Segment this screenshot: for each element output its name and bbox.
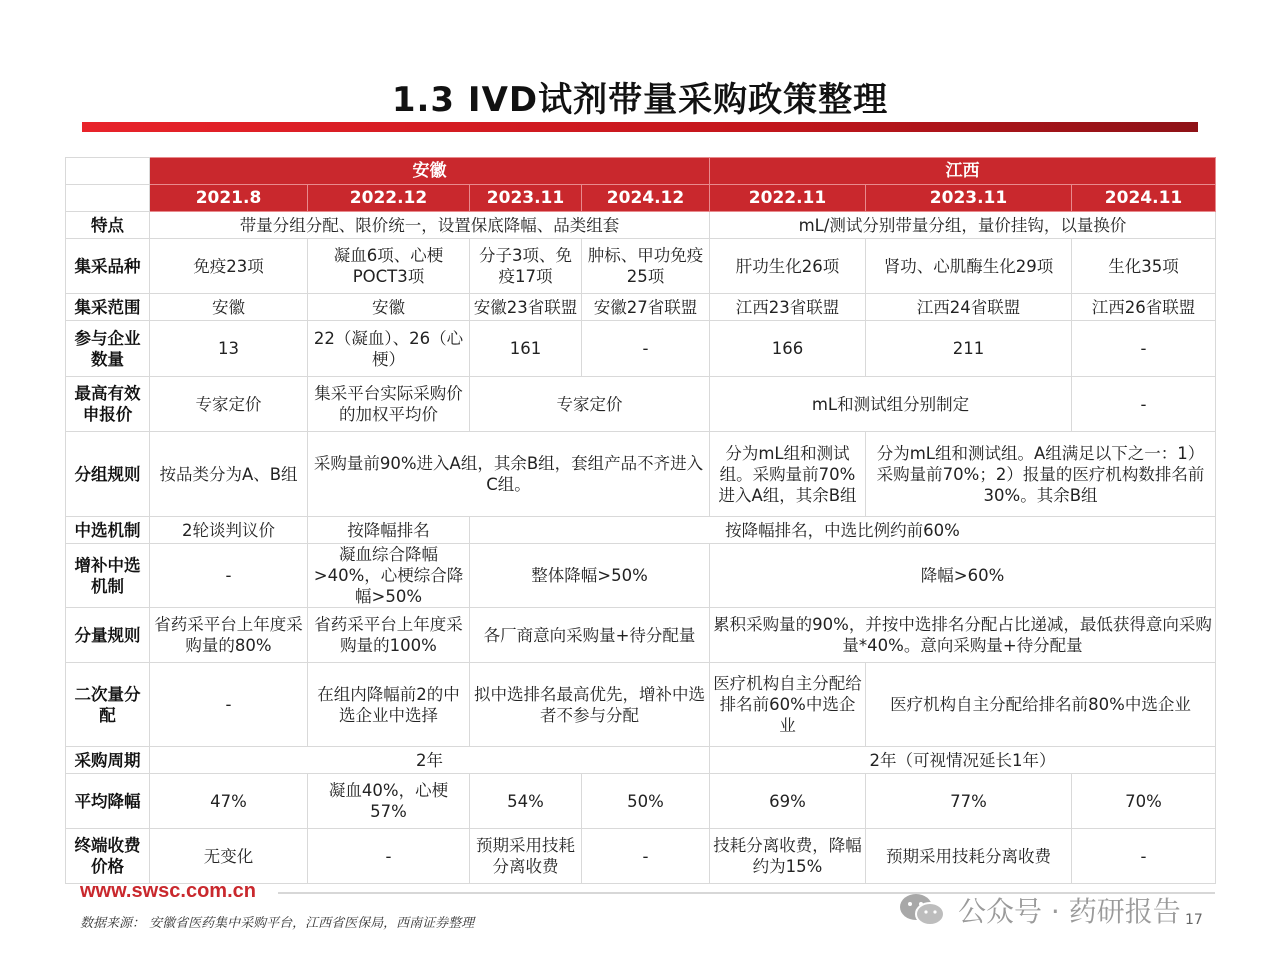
table-cell: 江西23省联盟	[710, 294, 866, 321]
table-cell: 54%	[470, 774, 582, 829]
table-cell: 211	[866, 321, 1072, 377]
table-cell: 47%	[150, 774, 308, 829]
table-cell: -	[1072, 829, 1216, 884]
title-underline-bar	[82, 122, 1198, 132]
header-date: 2023.11	[470, 185, 582, 212]
table-cell: 肾功、心肌酶生化29项	[866, 239, 1072, 294]
header-anhui: 安徽	[150, 158, 710, 185]
header-date: 2023.11	[866, 185, 1072, 212]
table-cell: -	[1072, 377, 1216, 432]
header-corner	[66, 158, 150, 185]
table-cell: 各厂商意向采购量+待分配量	[470, 608, 710, 663]
table-row	[66, 608, 1216, 663]
table-cell: 省药采平台上年度采购量的80%	[150, 608, 308, 663]
row-label: 分量规则	[66, 608, 150, 663]
table-cell: 安徽23省联盟	[470, 294, 582, 321]
table-cell: -	[1072, 321, 1216, 377]
table-cell: 累积采购量的90%，并按中选排名分配占比递减，最低获得意向采购量*40%。意向采购量+待分配量	[710, 608, 1216, 663]
table-cell: 安徽	[308, 294, 470, 321]
table-cell: 医疗机构自主分配给排名前60%中选企业	[710, 663, 866, 747]
header-date: 2022.12	[308, 185, 470, 212]
table-cell: 50%	[582, 774, 710, 829]
table-cell: 无变化	[150, 829, 308, 884]
page-title: 1.3 IVD试剂带量采购政策整理	[391, 80, 889, 120]
table-row	[66, 517, 1216, 544]
row-label: 终端收费价格	[66, 829, 150, 884]
row-label: 增补中选机制	[66, 544, 150, 608]
table-cell: 江西24省联盟	[866, 294, 1072, 321]
header-row-dates	[66, 185, 1216, 212]
footer-url[interactable]: www.swsc.com.cn	[80, 880, 256, 902]
table-cell: 凝血6项、心梗POCT3项	[308, 239, 470, 294]
table-cell: 按降幅排名	[308, 517, 470, 544]
table-cell: 专家定价	[470, 377, 710, 432]
table-cell: 在组内降幅前2的中选企业中选择	[308, 663, 470, 747]
row-label: 二次量分配	[66, 663, 150, 747]
table-cell: 分为mL组和测试组。A组满足以下之一：1）采购量前70%；2）报量的医疗机构数排名前30%。其余B组	[866, 432, 1216, 517]
table-cell: 肿标、甲功免疫25项	[582, 239, 710, 294]
table-cell: 集采平台实际采购价的加权平均价	[308, 377, 470, 432]
table-cell: 安徽27省联盟	[582, 294, 710, 321]
table-cell: 预期采用技耗分离收费	[866, 829, 1072, 884]
table-row	[66, 239, 1216, 294]
row-label: 中选机制	[66, 517, 150, 544]
header-date: 2021.8	[150, 185, 308, 212]
table-row	[66, 544, 1216, 608]
header-row-province	[66, 158, 1216, 185]
table-cell: 凝血综合降幅>40%，心梗综合降幅>50%	[308, 544, 470, 608]
table-cell: 2年	[150, 747, 710, 774]
table-cell: 生化35项	[1072, 239, 1216, 294]
table-row	[66, 747, 1216, 774]
table-cell: 13	[150, 321, 308, 377]
table-cell: 凝血40%，心梗57%	[308, 774, 470, 829]
table-cell: 2轮谈判议价	[150, 517, 308, 544]
watermark	[898, 890, 1181, 930]
table-cell: 161	[470, 321, 582, 377]
row-label: 平均降幅	[66, 774, 150, 829]
table-cell: 70%	[1072, 774, 1216, 829]
table-cell: 降幅>60%	[710, 544, 1216, 608]
row-label: 参与企业数量	[66, 321, 150, 377]
table-cell: 分子3项、免疫17项	[470, 239, 582, 294]
header-date: 2022.11	[710, 185, 866, 212]
table-cell: 69%	[710, 774, 866, 829]
table-cell: mL/测试分别带量分组，量价挂钩，以量换价	[710, 212, 1216, 239]
page-number: 17	[1185, 912, 1203, 928]
table-cell: 预期采用技耗分离收费	[470, 829, 582, 884]
watermark-text: 公众号 · 药研报告	[958, 895, 1181, 928]
header-date: 2024.12	[582, 185, 710, 212]
table-cell: 整体降幅>50%	[470, 544, 710, 608]
table-cell: 按降幅排名，中选比例约前60%	[470, 517, 1216, 544]
row-label: 特点	[66, 212, 150, 239]
table-cell: -	[150, 544, 308, 608]
table-cell: 2年（可视情况延长1年）	[710, 747, 1216, 774]
row-label: 最高有效申报价	[66, 377, 150, 432]
table-row	[66, 377, 1216, 432]
row-label: 集采品种	[66, 239, 150, 294]
table-row	[66, 774, 1216, 829]
table-row	[66, 294, 1216, 321]
table-cell: 专家定价	[150, 377, 308, 432]
table-cell: 技耗分离收费，降幅约为15%	[710, 829, 866, 884]
header-corner-2	[66, 185, 150, 212]
table-cell: 肝功生化26项	[710, 239, 866, 294]
table-cell: 拟中选排名最高优先，增补中选者不参与分配	[470, 663, 710, 747]
table-row	[66, 432, 1216, 517]
table-cell: 166	[710, 321, 866, 377]
table-row	[66, 829, 1216, 884]
table-row	[66, 212, 1216, 239]
table-cell: 采购量前90%进入A组，其余B组，套组产品不齐进入C组。	[308, 432, 710, 517]
table-cell: 安徽	[150, 294, 308, 321]
table-cell: 医疗机构自主分配给排名前80%中选企业	[866, 663, 1216, 747]
table-cell: mL和测试组分别制定	[710, 377, 1072, 432]
table-cell: 分为mL组和测试组。采购量前70%进入A组，其余B组	[710, 432, 866, 517]
row-label: 采购周期	[66, 747, 150, 774]
header-jiangxi: 江西	[710, 158, 1216, 185]
table-cell: 免疫23项	[150, 239, 308, 294]
data-source-note: 数据来源： 安徽省医药集中采购平台，江西省医保局，西南证券整理	[80, 916, 475, 931]
table-cell: -	[150, 663, 308, 747]
table-cell: 按品类分为A、B组	[150, 432, 308, 517]
table-cell: 22（凝血）、26（心梗）	[308, 321, 470, 377]
table-cell: 带量分组分配、限价统一，设置保底降幅、品类组套	[150, 212, 710, 239]
row-label: 分组规则	[66, 432, 150, 517]
table-cell: -	[308, 829, 470, 884]
table-row	[66, 663, 1216, 747]
wechat-icon	[898, 891, 946, 929]
table-cell: -	[582, 321, 710, 377]
table-cell: 江西26省联盟	[1072, 294, 1216, 321]
table-cell: 省药采平台上年度采购量的100%	[308, 608, 470, 663]
policy-table	[65, 157, 1216, 884]
table-cell: -	[582, 829, 710, 884]
table-row	[66, 321, 1216, 377]
table-cell: 77%	[866, 774, 1072, 829]
header-date: 2024.11	[1072, 185, 1216, 212]
row-label: 集采范围	[66, 294, 150, 321]
